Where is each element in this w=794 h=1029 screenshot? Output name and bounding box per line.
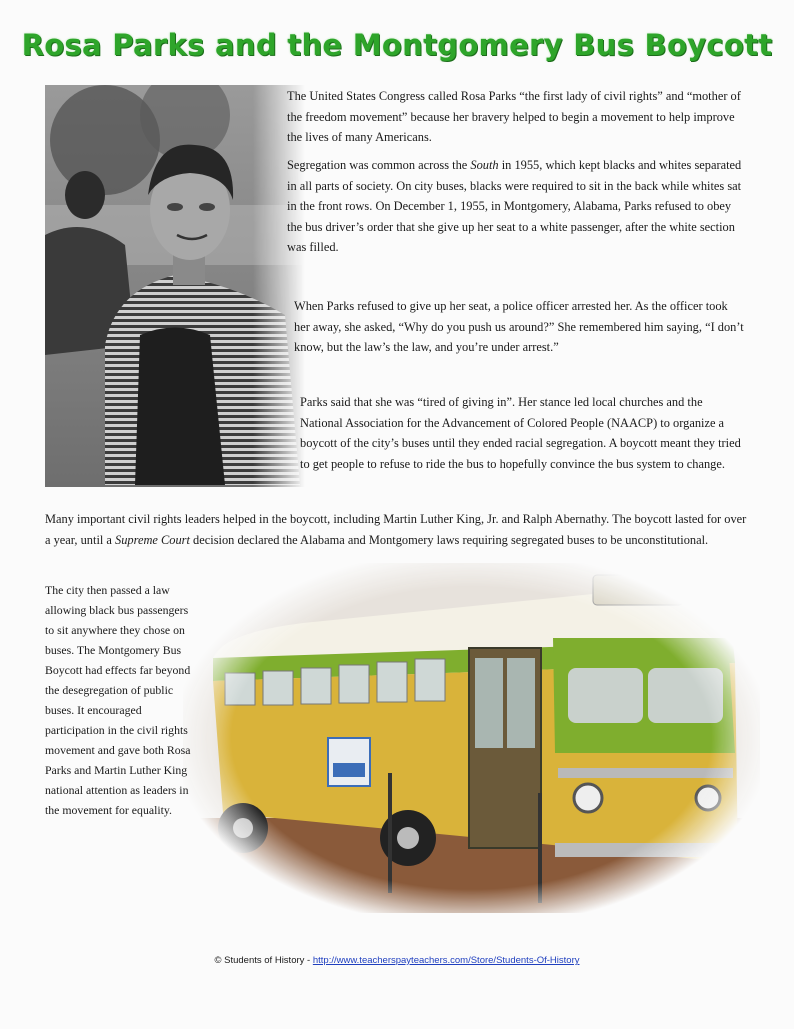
rosa-parks-photo: [45, 85, 305, 487]
footer-credit: © Students of History -: [214, 955, 313, 966]
footer: [0, 955, 794, 966]
paragraph-segregation: Segregation was common across the South in 1955, which kept blacks and whites separated in all parts of society. On city buses, blacks were required to sit in the back while whites sat in the front rows. On December 1, 1955, in Montgomery, Alabama, Parks refused to obey the bus driver’s order that she give up her seat to a white passenger, after the white section was filled.: [287, 158, 742, 254]
supreme-court-term: Supreme Court: [115, 532, 190, 547]
paragraph-outcome: The city then passed a law allowing black bus passengers to sit anywhere they chose on buses. The Montgomery Bus Boycott had effects far beyond the desegregation of public buses. It encouraged participation in the civil rights movement and gave both Rosa Parks and Martin Luther King national attention as leaders in the movement for equality.: [45, 583, 191, 817]
paragraph-arrest: When Parks refused to give up her seat, a police officer arrested her. As the officer took her away, she asked, “Why do you push us around?” She remembered him saying, “I don’t know, but the law’s the law, and you’re under arrest.”: [294, 299, 744, 354]
paragraph-boycott: Parks said that she was “tired of giving in”. Her stance led local churches and the National Association for the Advancement of Colored People (NAACP) to organize a boycott of the city’s buses until they ended racial segregation. A boycott meant they tried to get people to refuse to ride the bus to hopefully convince the bus system to change.: [300, 395, 741, 471]
paragraph-leaders: Many important civil rights leaders helped in the boycott, including Martin Luther King, Jr. and Ralph Abernathy. The boycott lasted for over a year, until a Supreme Court decision declared the Alabama and Montgomery laws requiring segregated buses to be unconstitutional.: [45, 512, 747, 547]
montgomery-bus-photo: [183, 563, 760, 913]
south-term: South: [470, 158, 499, 172]
paragraph-intro: The United States Congress called Rosa Parks “the first lady of civil rights” and “mother of the freedom movement” because her bravery helped to begin a movement to help improve the lives of many Americans.: [287, 89, 741, 144]
store-link[interactable]: http://www.teacherspayteachers.com/Store/Students-Of-History: [312, 955, 580, 966]
page-title: Rosa Parks and the Montgomery Bus Boycott: [21, 28, 773, 62]
